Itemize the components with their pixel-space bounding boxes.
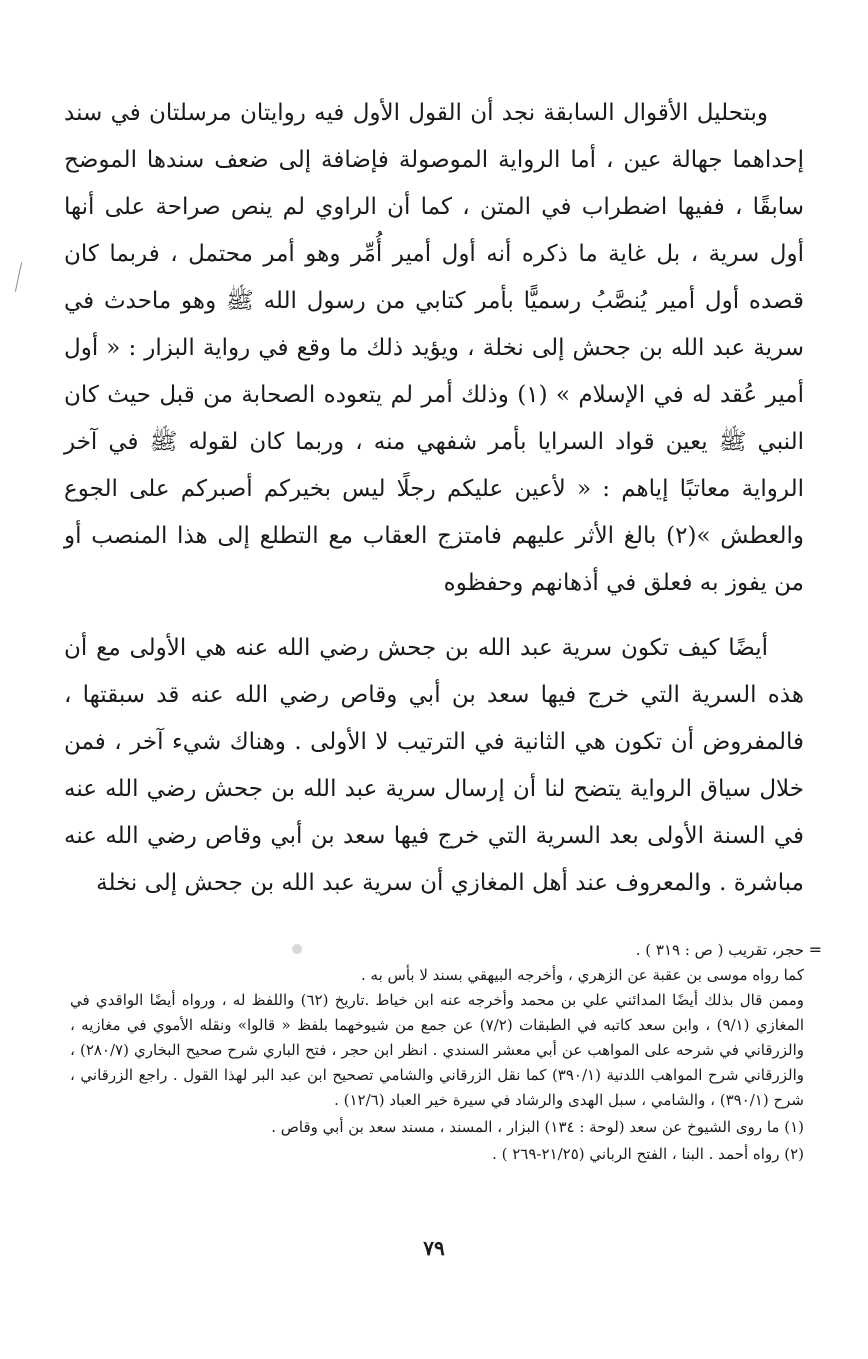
main-text (64, 90, 804, 925)
paragraph-2: أيضًا كيف تكون سرية عبد الله بن جحش رضي الله عنه هي الأولى مع أن هذه السرية التي خرج فيها سعد بن أبي وقاص رضي الله عنه قد سبقتها ، فالمفروض أن تكون هي الثانية في الترتيب لا الأولى . وهناك شيء آخر ، فمن خلال سياق الرواية يتضح لنا أن إرسال سرية عبد الله بن جحش رضي الله عنه في السنة الأولى بعد السرية التي خرج فيها سعد بن أبي وقاص رضي الله عنه مباشرة . والمعروف عند أهل المغازي أن سرية عبد الله بن جحش إلى نخلة (64, 635, 804, 896)
footnote-continued-1: حجر، تقريب ( ص : ٣١٩ ) . (635, 941, 804, 959)
page-number: ٧٩ (423, 1236, 445, 1260)
paragraph-1: وبتحليل الأقوال السابقة نجد أن القول الأول فيه روايتان مرسلتان في سند إحداهما جهالة عين ، أما الرواية الموصولة فإضافة إلى ضعف سندها الموضح سابقًا ، ففيها اضطراب في المتن ، كما أن الراوي لم ينص صراحة على أنها أول سرية ، بل غاية ما ذكره أنه أول أمير أُمِّر وهو أمر محتمل ، فربما كان قصده أول أمير يُنصَّبُ رسميًّا بأمر كتابي من رسول الله ﷺ وهو ماحدث في سرية عبد الله بن جحش إلى نخلة ، ويؤيد ذلك ما وقع في رواية البزار : « أول أمير عُقد له في الإسلام » (١) وذلك أمر لم يتعوده الصحابة من قبل حيث كان النبي ﷺ يعين قواد السرايا بأمر شفهي منه ، وربما كان لقوله ﷺ في آخر الرواية معاتبًا إياهم : « لأعين عليكم رجلًا ليس بخيركم أصبركم على الجوع والعطش »(٢) بالغ الأثر عليهم فامتزج العقاب مع التطلع إلى هذا المنصب أو من يفوز به فعلق في أذهانهم وحفظوه (64, 100, 805, 596)
footnote-continued-2: كما رواه موسى بن عقبة عن الزهري ، وأخرجه البيهقي بسند لا بأس به . (361, 966, 804, 984)
footnote-2: (٢) رواه أحمد . البنا ، الفتح الرباني (٢١/٢٥-٢٦٩ ) . (492, 1145, 804, 1163)
footnote-1: (١) ما روى الشيوخ عن سعد (لوحة : ١٣٤) البزار ، المسند ، مسند سعد بن أبي وقاص . (271, 1118, 804, 1136)
footnote-continued-3: وممن قال بذلك أيضًا المدائني علي بن محمد وأخرجه عنه ابن خياط .تاريخ (٦٢) واللفظ له ، ورواه أيضًا الواقدي في المغازي (٩/١) ، وابن سعد كاتبه في الطبقات (٧/٢) عن جمع من شيوخهما بلفظ « قالوا» ونقله الأموي في مغازيه ، والزرقاني في شرحه على المواهب عن أبي معشر السندي . انظر ابن حجر ، فتح الباري شرح صحيح البخاري (٢٨٠/٧) ، والزرقاني شرح المواهب اللدنية (٣٩٠/١) كما نقل الزرقاني والشامي تصحيح ابن عبد البر لهذا القول . راجع الزرقاني ، شرح (٣٩٠/١) ، والشامي ، سبل الهدى والرشاد في سيرة خير العباد (١٢/٦) . (70, 991, 805, 1109)
footnotes (70, 938, 804, 1167)
scan-speck (15, 262, 22, 292)
footnote-continuation-mark: = (808, 940, 822, 959)
